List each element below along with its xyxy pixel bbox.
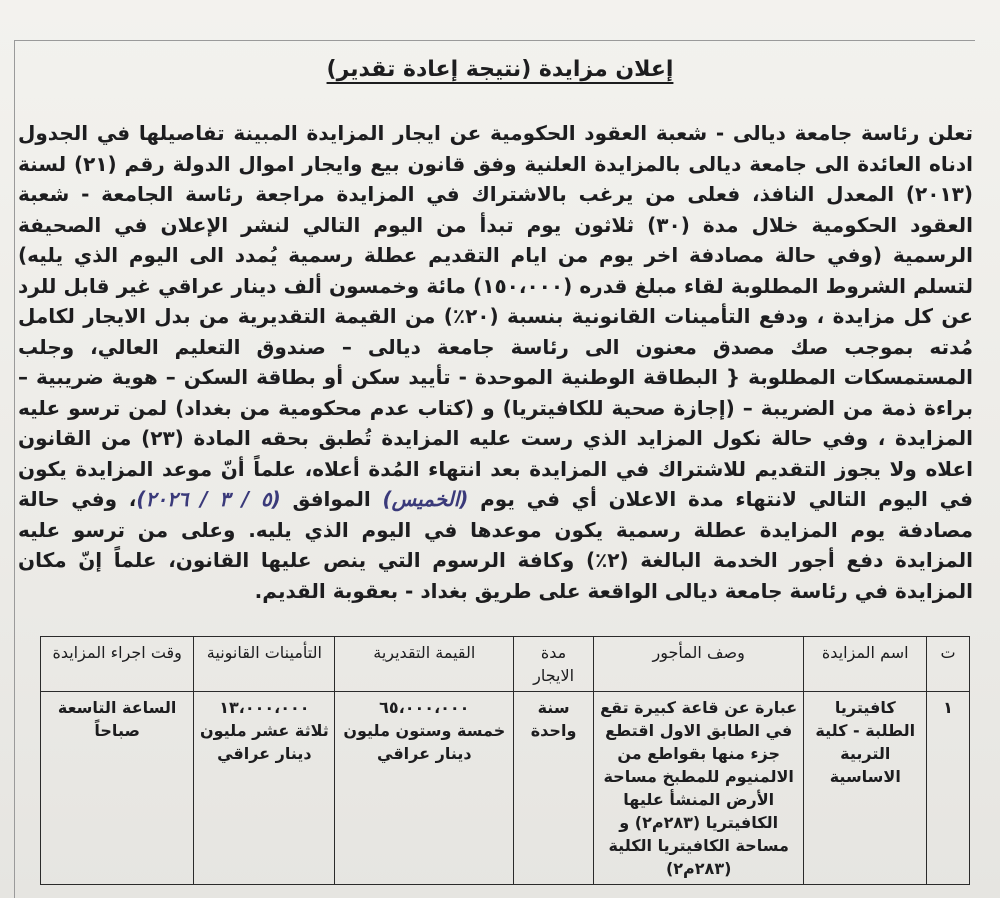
auction-table (40, 636, 970, 885)
col-header-description: وصف المأجور (593, 637, 804, 692)
cell-name: كافيتريا الطلبة - كلية التربية الاساسية (804, 692, 927, 885)
value-number: ٦٥،٠٠٠،٠٠٠ (379, 698, 470, 717)
body-paragraph: تعلن رئاسة جامعة ديالى - شعبة العقود الحكومية عن ايجار المزايدة المبينة تفاصيلها في الجدول ادناه العائدة الى جامعة ديالى بالمزايدة العلنية وفق قانون بيع وايجار اموال الدولة رقم (٢١) لسنة (٢٠١٣) المعدل النافذ، فعلى من يرغب بالاشتراك في المزايدة مراجعة رئاسة الجامعة - شعبة العقود الحكومية خلال مدة (٣٠) ثلاثون يوم تبدأ من اليوم التالي لنشر الإعلان في الصحيفة الرسمية (وفي حالة مصادفة اخر يوم من ايام التقديم عطلة رسمية يُمدد الى اليوم الذي يليه) لتسلم الشروط المطلوبة لقاء مبلغ قدره (١٥٠،٠٠٠) مائة وخمسون ألف دينار عراقي غير قابل للرد عن كل مزايدة ، ودفع التأمينات القانونية بنسبة (٢٠٪) من القيمة التقديرية من بدل الايجار لكامل مُدته بموجب صك مصدق معنون الى رئاسة جامعة ديالى – صندوق التعليم العالي، وجلب المستمسكات المطلوبة { البطاقة الوطنية الموحدة - تأييد سكن أو بطاقة السكن – هوية ضريبية – براءة ذمة من الضريبة – (إجازة صحية للكافيتريا) و (كتاب عدم محكومية من بغداد) لمن ترسو عليه المزايدة ، وفي حالة نكول المزايد الذي رست عليه المزايدة تُطبق بحقه المادة (٢٣) من القانون اعلاه ولا يجوز التقديم للاشتراك في المزايدة بعد انتهاء المُدة أعلاه، علماً أنّ موعد المزايدة يكون في اليوم التالي لانتهاء مدة الاعلان أي في يوم (18, 121, 974, 511)
cell-insurance (194, 692, 335, 885)
col-header-name: اسم المزايدة (804, 637, 927, 692)
table-header-row (41, 637, 970, 692)
col-header-seq: ت (927, 637, 970, 692)
value-text: خمسة وستون مليون دينار عراقي (343, 721, 506, 763)
col-header-value: القيمة التقديرية (335, 637, 514, 692)
handwritten-day: (الخميس) (382, 487, 469, 511)
insurance-number: ١٣،٠٠٠،٠٠٠ (219, 698, 310, 717)
cell-value (335, 692, 514, 885)
cell-description: عبارة عن قاعة كبيرة تقع في الطابق الاول اقتطع جزء منها بقواطع من الالمنيوم للمطبخ مساحة الأرض المنشأ عليها الكافيتريا (٢٨٣م٢) و مساحة الكافيتريا الكلية (٢٨٣م٢) (593, 692, 804, 885)
announcement-title: إعلان مزايدة (نتيجة إعادة تقدير) (326, 57, 674, 82)
col-header-insurance: التأمينات القانونية (194, 637, 335, 692)
body-paragraph-end: ، وفي حالة مصادفة يوم المزايدة عطلة رسمية يكون موعدها في اليوم الذي يليه. وعلى من ترسو عليه المزايدة دفع أجور الخدمة البالغة (٢٪) وكافة الرسوم التي ينص عليها القانون، علماً إنّ مكان المزايدة في رئاسة جامعة ديالى الواقعة على طريق بغداد - بعقوبة القديم. (18, 487, 973, 603)
col-header-duration: مدة الايجار (514, 637, 594, 692)
col-header-time: وقت اجراء المزايدة (41, 637, 194, 692)
handwritten-date: (٥ / ٣ / ٢٠٢٦) (136, 487, 281, 511)
cell-time: الساعة التاسعة صباحاً (41, 692, 194, 885)
cell-duration: سنة واحدة (514, 692, 594, 885)
announcement-body (18, 118, 973, 606)
insurance-text: ثلاثة عشر مليون دينار عراقي (199, 721, 329, 763)
body-agreeing: الموافق (292, 487, 371, 511)
table-row (41, 692, 970, 885)
cell-seq: ١ (927, 692, 970, 885)
